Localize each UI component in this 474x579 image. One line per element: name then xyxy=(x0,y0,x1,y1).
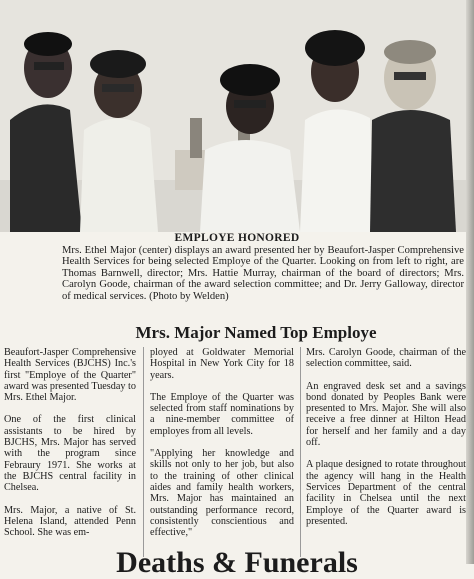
article-paragraph: "Applying her knowledge and skills not only to her job, but also to the training of other clinical aides and family health workers, Mrs. Major has maintained an outstanding performance record, consistently conscientious and effective," xyxy=(150,448,294,539)
column-divider xyxy=(143,347,144,557)
news-photo xyxy=(0,0,474,232)
article-paragraph: A plaque designed to rotate throughout the agency will hang in the Health Services Department of the central facility in Chelsea until the next Employe of the Quarter award is presented. xyxy=(306,459,466,527)
article-paragraph: Beaufort-Jasper Comprehensive Health Services (BJCHS) Inc.'s first "Employe of the Quarter" award was presented Tuesday to Mrs. Ethel Major. xyxy=(4,347,136,404)
photo-caption-title: EMPLOYE HONORED xyxy=(174,232,300,244)
page-edge-shadow xyxy=(466,0,474,564)
article-column-3 xyxy=(306,347,466,538)
article-column-2 xyxy=(150,347,294,549)
article-column-1 xyxy=(4,347,136,549)
article-paragraph: Mrs. Carolyn Goode, chairman of the selection committee, said. xyxy=(306,347,466,370)
photo-caption-body: Mrs. Ethel Major (center) displays an award presented her by Beaufort-Jasper Comprehensive Health Services for being selected Employe of the Quarter. Looking on from left to right, are Thomas Barnwell, director; Mrs. Hattie Murray, chairman of the board of directors; Mrs. Carolyn Goode, chairman of the award selection committee; and Dr. Jerry Galloway, director of medical services. (Photo by Welden) xyxy=(62,245,464,302)
article-paragraph: The Employe of the Quarter was selected from staff nominations by a nine-member committee of employes from all levels. xyxy=(150,391,294,437)
next-article-headline: Deaths & Funerals xyxy=(116,546,358,579)
article-paragraph: An engraved desk set and a savings bond donated by Peoples Bank were presented to Mrs. Major. She will also receive a free dinner at Hilton Head for herself and her family and a day off. xyxy=(306,380,466,449)
article-paragraph: ployed at Goldwater Memorial Hospital in New York City for 18 years. xyxy=(150,347,294,381)
article-headline: Mrs. Major Named Top Employe xyxy=(135,323,377,342)
article-paragraph: One of the first clinical assistants to be hired by BJCHS, Mrs. Major has served with the program since Febraury 1971. She works at the BJCHS central facility in Chelsea. xyxy=(4,414,136,494)
article-paragraph: Mrs. Major, a native of St. Helena Island, attended Penn School. She was em- xyxy=(4,504,136,539)
photo-illustration xyxy=(0,0,474,232)
column-divider xyxy=(300,347,301,557)
